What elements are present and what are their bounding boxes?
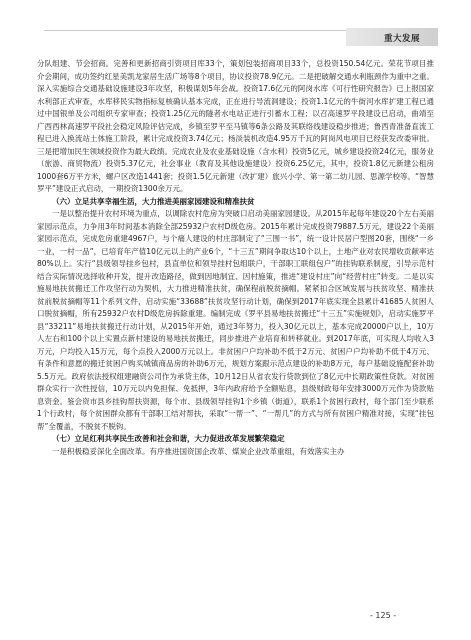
section-heading-6: （六）立足共享幸福生活，大力推进美丽家园建设和精准扶贫 [52, 196, 255, 206]
paragraph-2: 一是以整治提升农村环境为重点，以调除农村危房为突破口启动美丽家园建设。从2015年起每年建设20个左右美丽家园示范点，力争用3年时间基本消除全部25932户农村D级危房。2015年累计完成投资79887.5万元，建设22个美丽家园示范点，完成危房重建4967户，与个痛人建设的村庄部制定了“三围一书”，统一设计民居户型图20套，围绕“一乡一业，一村一品”，已培育年产值10亿元以上的产业6个，“十三五”期间争取达10个以上，土地产业对农民增收贡献率达80%以上。实行“县级领导挂乡包村，县直单位和领导挂村包组联户，干部职工联组包户”的挂钩联系制度，引导示范村结合实际情况选择收种开发，提升改造路径，做到因地制宜、因村施策，推进“建设村庄”向“经营村庄”转变。二是以实施易地扶贫搬迁工作攻坚行动为契机，大力推进精准扶贫，确保程前脱贫摘帽。紧紧扣合区域发展与扶贫攻坚、精准扶贫前脱贫摘帽等11个系列文件，启动实施“33688”扶贫攻坚行动计划，确保到2017年底实现全县累计41685人贫困人口脱贫摘帽，所有25932户农村D级危房拆除重建。编制完成《罗平县易地扶贫搬迁“十三五”实施规划》，启动实施罗平县“33211”易地扶贫搬迁行动计划，从2015年开始，通过3年努力，投入30亿元以上，基本完成20000户以上，10万人左右和100个以上实置点新村建设的易地扶贫搬迁，同步推进产业培育和转移就业。到2017年底，可实现人均收入3万元，户均投入15万元，每个点投入2000万元以上。非贫困户户均补助不低于2万元、贫困户户均补助不低于4万元、有条件和意愿的搬迁贫困户购买城镇商品房的补助6万元，规划方案跟示范点建设的补助8万元，每户基础设施配套补助5.5万元。政府依法授权组建融资公司作为承贷主体，10月12日从省农发行贷款到位了8亿元中长期政策性贷款。对贫困群众实行一次性授信，10万元以内免担保、免抵押，3年内政府给予全额贴息，县级财政每年安排3000万元作为贷款贴息资金。鉴会资市县乡挂钩帮扶资源，每个市、县级领导挂钩1个乡镇（街道），联系1个贫困行政村，每个部门至少联系1个行政村，每个贫困群众都有干部职工结对帮扶，采取“一帮一”、“一帮几”的方式与所有贫困户精准对接，实现“挂包帮”全覆盖，不脱贫不脱钩。 [37, 209, 434, 431]
header-rule [44, 30, 347, 31]
section-heading-7: （七）立足红利共享民生改善和社会和谐，大力促进改革发展繁荣稳定 [52, 434, 285, 443]
header-section-title: 重大发展 [384, 34, 421, 44]
paragraph-1: 分队组建、节会招商。完善和更新招商引资项目库33个，策划包装招商项目33个，总投资150.54亿元。荣花节项目推介会期间，成功签约红星美凯龙家居生活广场等8个项目，协议投资78.9亿元。二是把破解交通水利瓶颈作为重中之重。深入实施综合交通基础设施建设3年攻坚，积极谋划5年会战。投资17.6亿元的阿岗水库《可行性研究报告》已上报国家水利部正式审查，水库移民实物指标复核确认基本完成，正在进行导流洞建设；投资1.1亿元的牛街河水库扩建工程已通过中国银单及公司组织专家审查；投资1.25亿元的隧者水电站正进行引蓄水工程；以召高速罗平段建设已启动，曲靖至广西西林高速罗平段社会稳定风险评估完成，乡镇至罗平至马镇等6条公路及其联络线建设稳步推进；鲁西青准备直流工程已进入换流站土体施工阶段，累计完成投资3.74亿元；杨淡装机改造4.95万千瓦的阿岗风电项目已经获发改委审批。三是把增加民生领域投资作为最大政绩。完成农业及农业基础设施（含水利）投资5亿元，城乡建设投资24亿元，服务业（旅游、商贸物流）投资5.37亿元，社会事业（教育及其他设施建设）投资6.25亿元，其中，投资1.8亿元新建公租房1000套6万平方米，螺户区改造1441套；投资1.5亿元新建（改扩建）旅兴小学、第一第二幼儿园、思源学校等。“智慧罗平”建设正式启动，一期投资1300余万元。 [37, 59, 434, 193]
page-number: - 125 - [370, 611, 397, 620]
page-body [37, 58, 434, 458]
paragraph-3: 一是积极稳妥深化全面改革。有序推进国资国企改革、煤炭企业改革重组，有效落实主办 [52, 446, 345, 456]
